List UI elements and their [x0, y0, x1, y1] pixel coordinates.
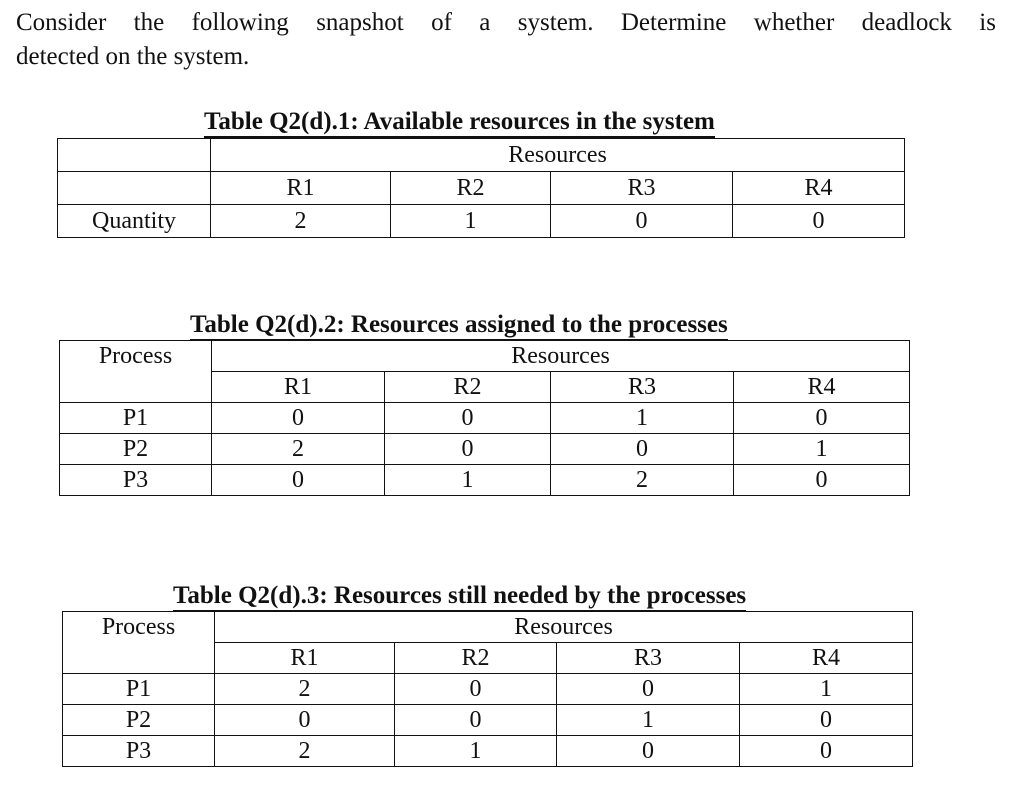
resource-header: R1 [212, 372, 385, 403]
available-resources-table [57, 138, 905, 238]
table-row [60, 465, 910, 496]
process-name: P2 [63, 705, 215, 736]
table-cell: 1 [391, 205, 551, 238]
process-name: P1 [60, 403, 212, 434]
table-cell: 0 [551, 205, 733, 238]
question-text [16, 6, 996, 74]
resource-header: R3 [551, 172, 733, 205]
table-cell: 2 [215, 674, 395, 705]
table-row [63, 674, 913, 705]
assigned-resources-table [59, 340, 910, 496]
resource-header: R2 [395, 643, 557, 674]
resource-header: R3 [557, 643, 740, 674]
question-line-1: Consider the following snapshot of a system. Determine whether deadlock is [16, 9, 996, 36]
process-name: P2 [60, 434, 212, 465]
table-cell: 0 [395, 674, 557, 705]
needed-resources-table [62, 611, 913, 767]
table-cell: 1 [740, 674, 913, 705]
table-cell: 0 [215, 705, 395, 736]
resources-header: Resources [211, 139, 905, 172]
table-cell: 0 [733, 205, 905, 238]
table-cell: 2 [212, 434, 385, 465]
table-cell: 1 [557, 705, 740, 736]
process-header: Process [60, 341, 212, 403]
table2-caption: Table Q2(d).2: Resources assigned to the processes [190, 311, 728, 341]
resource-header: R4 [733, 172, 905, 205]
table-cell: 0 [385, 434, 551, 465]
quantity-label: Quantity [58, 205, 211, 238]
table-cell: 2 [211, 205, 391, 238]
resource-header: R2 [391, 172, 551, 205]
empty-corner-cell [58, 139, 211, 172]
table-row [60, 434, 910, 465]
table-cell: 0 [385, 403, 551, 434]
resource-header: R4 [740, 643, 913, 674]
table1-caption: Table Q2(d).1: Available resources in the system [204, 108, 715, 138]
table-cell: 0 [212, 465, 385, 496]
resource-header: R4 [734, 372, 910, 403]
process-name: P3 [63, 736, 215, 767]
resources-header: Resources [215, 612, 913, 643]
question-line-2: detected on the system. [16, 43, 250, 70]
table-cell: 0 [557, 674, 740, 705]
table-cell: 0 [551, 434, 734, 465]
table-row [63, 705, 913, 736]
table-cell: 2 [551, 465, 734, 496]
table-cell: 1 [385, 465, 551, 496]
table-cell: 0 [734, 403, 910, 434]
table3-caption: Table Q2(d).3: Resources still needed by the processes [173, 582, 746, 612]
empty-cell [58, 172, 211, 205]
table-row [60, 403, 910, 434]
resource-header: R3 [551, 372, 734, 403]
table-cell: 0 [557, 736, 740, 767]
table-cell: 0 [212, 403, 385, 434]
process-name: P1 [63, 674, 215, 705]
table-cell: 1 [395, 736, 557, 767]
table-cell: 1 [551, 403, 734, 434]
table-cell: 2 [215, 736, 395, 767]
table-cell: 0 [740, 705, 913, 736]
table-cell: 1 [734, 434, 910, 465]
process-name: P3 [60, 465, 212, 496]
resource-header: R2 [385, 372, 551, 403]
resources-header: Resources [212, 341, 910, 372]
process-header: Process [63, 612, 215, 674]
table-row [63, 736, 913, 767]
table-cell: 0 [734, 465, 910, 496]
table-cell: 0 [740, 736, 913, 767]
resource-header: R1 [215, 643, 395, 674]
table-cell: 0 [395, 705, 557, 736]
resource-header: R1 [211, 172, 391, 205]
